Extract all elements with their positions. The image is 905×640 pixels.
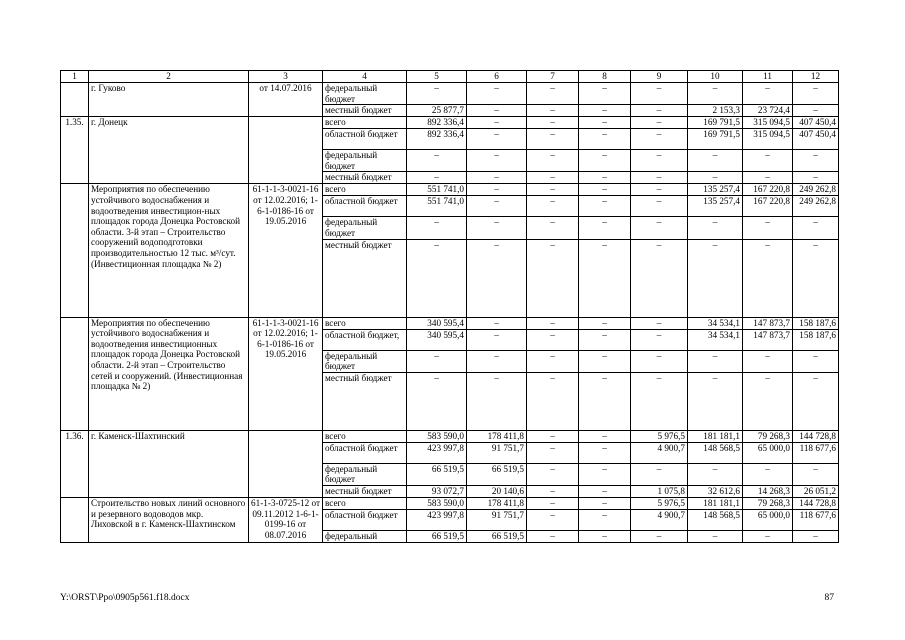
value-cell: 118 677,6 xyxy=(793,442,839,463)
value-cell: 423 997,8 xyxy=(407,509,467,530)
value-cell: – xyxy=(527,442,579,463)
value-cell: – xyxy=(793,350,839,372)
value-cell: 158 187,6 xyxy=(793,329,839,350)
value-cell: 147 873,7 xyxy=(743,329,793,350)
value-cell: – xyxy=(467,105,527,117)
value-cell: – xyxy=(579,239,631,317)
object-name: Мероприятия по обеспечению устойчивого водоснабжения и водоотведения инвестицион-ных площадок города Донецка Ростовской области. 3-й этап – Строительство сооружений водоподготовки производительностью 12 тыс. м³/сут. (Инвестиционная площадка № 2) xyxy=(89,184,249,317)
value-cell: – xyxy=(527,509,579,530)
funding-source: областной бюджет xyxy=(323,196,407,217)
value-cell: 5 976,5 xyxy=(631,497,688,509)
value-cell: – xyxy=(579,463,631,485)
value-cell: 4 900,7 xyxy=(631,442,688,463)
column-header: 11 xyxy=(743,71,793,83)
table-row xyxy=(61,83,839,105)
value-cell: – xyxy=(527,329,579,350)
value-cell: – xyxy=(631,150,688,172)
value-cell: 66 519,5 xyxy=(407,530,467,542)
value-cell: – xyxy=(793,150,839,172)
file-path: Y:\ORST\Ppo\0905p561.f18.docx xyxy=(60,593,190,603)
value-cell: 144 728,8 xyxy=(793,430,839,442)
value-cell: – xyxy=(579,129,631,150)
value-cell: – xyxy=(527,463,579,485)
value-cell: – xyxy=(631,372,688,430)
funding-source: местный бюджет xyxy=(323,239,407,317)
value-cell: 93 072,7 xyxy=(407,485,467,497)
value-cell: – xyxy=(579,485,631,497)
table-row xyxy=(61,430,839,442)
value-cell: – xyxy=(579,83,631,105)
value-cell: 5 976,5 xyxy=(631,430,688,442)
value-cell: 1 075,8 xyxy=(631,485,688,497)
value-cell: 169 791,5 xyxy=(688,117,743,129)
column-header: 6 xyxy=(467,71,527,83)
column-header: 9 xyxy=(631,71,688,83)
value-cell: – xyxy=(688,83,743,105)
value-cell: – xyxy=(793,217,839,239)
value-cell: – xyxy=(467,150,527,172)
value-cell: – xyxy=(743,150,793,172)
value-cell: – xyxy=(527,530,579,542)
row-number xyxy=(61,317,89,430)
funding-source: федеральный бюджет xyxy=(323,83,407,105)
value-cell: – xyxy=(631,217,688,239)
value-cell: – xyxy=(743,530,793,542)
value-cell: – xyxy=(579,317,631,329)
value-cell: – xyxy=(467,329,527,350)
value-cell: 23 724,4 xyxy=(743,105,793,117)
value-cell: – xyxy=(467,172,527,184)
value-cell: 66 519,5 xyxy=(467,530,527,542)
column-header: 4 xyxy=(323,71,407,83)
document-ref: 61-1-1-3-0021-16 от 12.02.2016; 1-6-1-0186-16 от 19.05.2016 xyxy=(249,317,323,430)
column-header: 10 xyxy=(688,71,743,83)
value-cell: – xyxy=(743,372,793,430)
value-cell: 66 519,5 xyxy=(407,463,467,485)
value-cell: 315 094,5 xyxy=(743,129,793,150)
value-cell: 34 534,1 xyxy=(688,329,743,350)
column-header: 1 xyxy=(61,71,89,83)
funding-source: областной бюджет xyxy=(323,129,407,150)
value-cell: 551 741,0 xyxy=(407,196,467,217)
value-cell: 91 751,7 xyxy=(467,442,527,463)
value-cell: 135 257,4 xyxy=(688,184,743,196)
value-cell: – xyxy=(793,239,839,317)
value-cell: – xyxy=(631,196,688,217)
value-cell: – xyxy=(688,463,743,485)
value-cell: – xyxy=(631,317,688,329)
value-cell: 892 336,4 xyxy=(407,129,467,150)
value-cell: 249 262,8 xyxy=(793,184,839,196)
value-cell: – xyxy=(688,372,743,430)
value-cell: – xyxy=(631,117,688,129)
value-cell: – xyxy=(743,83,793,105)
value-cell: 249 262,8 xyxy=(793,196,839,217)
value-cell: 34 534,1 xyxy=(688,317,743,329)
value-cell: 892 336,4 xyxy=(407,117,467,129)
object-name: Мероприятия по обеспечению устойчивого водоснабжения и водоотведения инвестиционных площадок города Донецка Ростовской области. 2-й этап – Строительство сетей и сооружений. (Инвестиционная площадка № 2) xyxy=(89,317,249,430)
value-cell: – xyxy=(407,239,467,317)
funding-source: федеральный бюджет xyxy=(323,150,407,172)
funding-source: всего xyxy=(323,317,407,329)
value-cell: – xyxy=(743,172,793,184)
funding-source: местный бюджет xyxy=(323,105,407,117)
object-name: г. Донецк xyxy=(89,117,249,184)
value-cell: – xyxy=(527,117,579,129)
value-cell: – xyxy=(579,442,631,463)
funding-source: федеральный бюджет xyxy=(323,350,407,372)
value-cell: – xyxy=(579,184,631,196)
value-cell: – xyxy=(743,239,793,317)
value-cell: 181 181,1 xyxy=(688,497,743,509)
budget-table xyxy=(60,70,839,543)
column-header: 5 xyxy=(407,71,467,83)
value-cell: 178 411,8 xyxy=(467,430,527,442)
column-header: 7 xyxy=(527,71,579,83)
value-cell: 167 220,8 xyxy=(743,184,793,196)
value-cell: – xyxy=(467,239,527,317)
value-cell: – xyxy=(527,497,579,509)
value-cell: 148 568,5 xyxy=(688,509,743,530)
value-cell: – xyxy=(793,530,839,542)
value-cell: – xyxy=(407,372,467,430)
value-cell: – xyxy=(631,350,688,372)
value-cell: – xyxy=(579,530,631,542)
value-cell: – xyxy=(743,217,793,239)
table-row xyxy=(61,497,839,509)
value-cell: 20 140,6 xyxy=(467,485,527,497)
table-row xyxy=(61,117,839,129)
value-cell: – xyxy=(631,105,688,117)
funding-source: областной бюджет xyxy=(323,509,407,530)
value-cell: – xyxy=(527,317,579,329)
document-ref xyxy=(249,117,323,184)
object-name: Строительство новых линий основного и резервного водоводов мкр. Лиховской в г. Каменск-Шахтинском xyxy=(89,497,249,542)
value-cell: – xyxy=(467,184,527,196)
value-cell: – xyxy=(467,117,527,129)
row-number: 1.36. xyxy=(61,430,89,497)
value-cell: – xyxy=(793,372,839,430)
value-cell: 79 268,3 xyxy=(743,430,793,442)
value-cell: – xyxy=(631,530,688,542)
funding-source: всего xyxy=(323,430,407,442)
value-cell: – xyxy=(631,172,688,184)
value-cell: – xyxy=(467,217,527,239)
value-cell: – xyxy=(467,129,527,150)
table-row xyxy=(61,317,839,329)
funding-source: местный бюджет xyxy=(323,372,407,430)
value-cell: 407 450,4 xyxy=(793,129,839,150)
column-header: 12 xyxy=(793,71,839,83)
value-cell: 551 741,0 xyxy=(407,184,467,196)
value-cell: – xyxy=(467,196,527,217)
column-header: 2 xyxy=(89,71,249,83)
funding-source: федеральный бюджет xyxy=(323,463,407,485)
value-cell: – xyxy=(527,129,579,150)
object-name: г. Каменск-Шахтинский xyxy=(89,430,249,497)
funding-source: областной бюджет, xyxy=(323,329,407,350)
value-cell: – xyxy=(631,129,688,150)
funding-source: всего xyxy=(323,117,407,129)
value-cell: – xyxy=(527,83,579,105)
value-cell: – xyxy=(407,217,467,239)
value-cell: 315 094,5 xyxy=(743,117,793,129)
value-cell: – xyxy=(579,509,631,530)
document-ref: 61-1-1-3-0021-16 от 12.02.2016; 1-6-1-0186-16 от 19.05.2016 xyxy=(249,184,323,317)
value-cell: – xyxy=(527,172,579,184)
value-cell: – xyxy=(579,329,631,350)
value-cell: 32 612,6 xyxy=(688,485,743,497)
funding-source: всего xyxy=(323,184,407,196)
value-cell: – xyxy=(579,105,631,117)
value-cell: – xyxy=(688,239,743,317)
value-cell: 147 873,7 xyxy=(743,317,793,329)
value-cell: – xyxy=(579,217,631,239)
value-cell: – xyxy=(579,372,631,430)
column-header: 3 xyxy=(249,71,323,83)
row-number xyxy=(61,83,89,117)
value-cell: 118 677,6 xyxy=(793,509,839,530)
value-cell: 148 568,5 xyxy=(688,442,743,463)
value-cell: 340 595,4 xyxy=(407,329,467,350)
value-cell: – xyxy=(688,217,743,239)
row-number xyxy=(61,497,89,542)
value-cell: – xyxy=(579,497,631,509)
value-cell: – xyxy=(527,196,579,217)
funding-source: областной бюджет xyxy=(323,442,407,463)
value-cell: – xyxy=(579,430,631,442)
value-cell: – xyxy=(527,184,579,196)
value-cell: 91 751,7 xyxy=(467,509,527,530)
value-cell: – xyxy=(527,217,579,239)
value-cell: – xyxy=(407,350,467,372)
value-cell: – xyxy=(407,83,467,105)
value-cell: – xyxy=(743,350,793,372)
value-cell: – xyxy=(688,530,743,542)
document-ref: от 14.07.2016 xyxy=(249,83,323,117)
value-cell: 178 411,8 xyxy=(467,497,527,509)
value-cell: – xyxy=(631,83,688,105)
value-cell: – xyxy=(743,463,793,485)
funding-source: федеральный бюджет xyxy=(323,217,407,239)
value-cell: – xyxy=(527,430,579,442)
value-cell: 407 450,4 xyxy=(793,117,839,129)
value-cell: 169 791,5 xyxy=(688,129,743,150)
value-cell: – xyxy=(793,463,839,485)
value-cell: 167 220,8 xyxy=(743,196,793,217)
value-cell: – xyxy=(793,172,839,184)
column-header: 8 xyxy=(579,71,631,83)
document-ref xyxy=(249,430,323,497)
value-cell: 66 519,5 xyxy=(467,463,527,485)
value-cell: – xyxy=(579,196,631,217)
funding-source: местный бюджет xyxy=(323,485,407,497)
value-cell: 65 000,0 xyxy=(743,509,793,530)
value-cell: – xyxy=(527,239,579,317)
value-cell: – xyxy=(579,172,631,184)
value-cell: – xyxy=(688,172,743,184)
value-cell: 2 153,3 xyxy=(688,105,743,117)
page-number: 87 xyxy=(824,593,834,603)
value-cell: 144 728,8 xyxy=(793,497,839,509)
value-cell: 79 268,3 xyxy=(743,497,793,509)
value-cell: – xyxy=(467,350,527,372)
value-cell: 14 268,3 xyxy=(743,485,793,497)
funding-source: местный бюджет xyxy=(323,172,407,184)
value-cell: 65 000,0 xyxy=(743,442,793,463)
value-cell: – xyxy=(631,184,688,196)
value-cell: – xyxy=(467,83,527,105)
value-cell: – xyxy=(467,317,527,329)
value-cell: – xyxy=(527,485,579,497)
value-cell: 25 877,7 xyxy=(407,105,467,117)
value-cell: – xyxy=(579,350,631,372)
object-name: г. Гуково xyxy=(89,83,249,117)
value-cell: 135 257,4 xyxy=(688,196,743,217)
funding-source: всего xyxy=(323,497,407,509)
table-row xyxy=(61,184,839,196)
row-number: 1.35. xyxy=(61,117,89,184)
document-ref: 61-1-3-0725-12 от 09.11.2012 1-6-1-0199-16 от 08.07.2016 xyxy=(249,497,323,542)
value-cell: 181 181,1 xyxy=(688,430,743,442)
row-number xyxy=(61,184,89,317)
value-cell: – xyxy=(407,150,467,172)
value-cell: 423 997,8 xyxy=(407,442,467,463)
value-cell: – xyxy=(579,150,631,172)
value-cell: – xyxy=(688,350,743,372)
value-cell: – xyxy=(467,372,527,430)
header-row xyxy=(61,71,839,83)
value-cell: – xyxy=(527,105,579,117)
value-cell: – xyxy=(793,105,839,117)
value-cell: – xyxy=(631,239,688,317)
value-cell: 158 187,6 xyxy=(793,317,839,329)
value-cell: 4 900,7 xyxy=(631,509,688,530)
funding-source: федеральный xyxy=(323,530,407,542)
value-cell: – xyxy=(793,83,839,105)
value-cell: – xyxy=(527,372,579,430)
value-cell: – xyxy=(407,172,467,184)
value-cell: – xyxy=(688,150,743,172)
value-cell: 583 590,0 xyxy=(407,430,467,442)
value-cell: – xyxy=(631,463,688,485)
value-cell: – xyxy=(527,350,579,372)
value-cell: 26 051,2 xyxy=(793,485,839,497)
value-cell: 583 590,0 xyxy=(407,497,467,509)
value-cell: 340 595,4 xyxy=(407,317,467,329)
value-cell: – xyxy=(631,329,688,350)
value-cell: – xyxy=(527,150,579,172)
value-cell: – xyxy=(579,117,631,129)
